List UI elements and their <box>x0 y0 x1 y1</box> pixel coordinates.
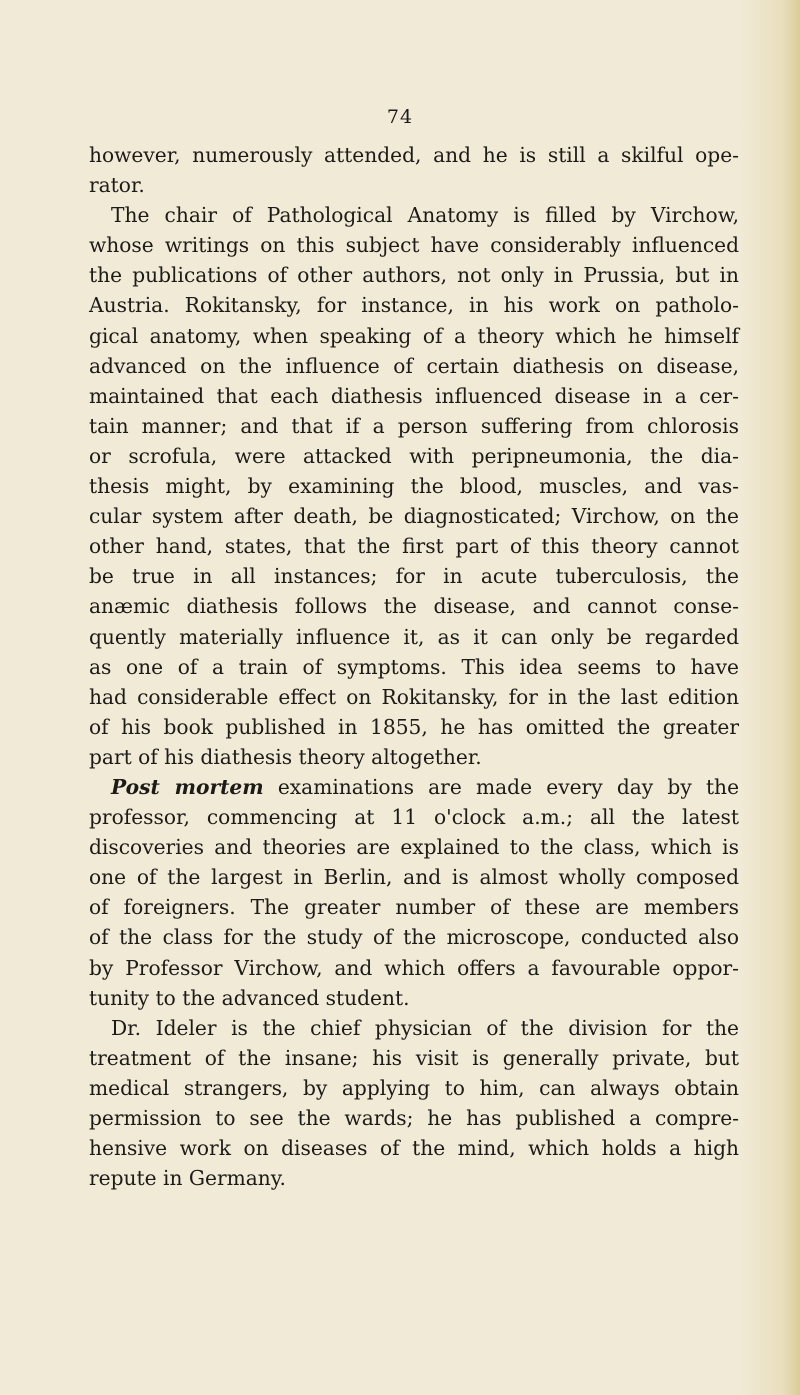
line-text: advanced on the influence of certain diathesis on disease, <box>89 353 739 378</box>
text-line <box>89 591 739 621</box>
text-line <box>89 862 739 892</box>
line-text: one of the largest in Berlin, and is almost wholly composed <box>89 865 739 890</box>
line-text: tain manner; and that if a person suffering from chlorosis <box>89 413 739 438</box>
text-line <box>89 772 739 802</box>
line-text: rator. <box>89 173 145 198</box>
line-text: however, numerously attended, and he is still a skilful ope- <box>89 143 739 167</box>
page-number: 74 <box>386 106 414 128</box>
text-line <box>89 712 739 742</box>
line-text: discoveries and theories are explained to the class, which is <box>89 835 739 860</box>
line-text: or scrofula, were attacked with peripneumonia, the dia- <box>89 443 739 468</box>
line-text: of foreigners. The greater number of these are members <box>89 895 739 920</box>
text-line <box>89 742 739 772</box>
text-line <box>89 140 739 170</box>
line-text: anæmic diathesis follows the disease, and cannot conse- <box>89 594 739 619</box>
line-text: tunity to the advanced student. <box>89 985 410 1010</box>
italic-phrase: Post mortem <box>111 774 264 799</box>
text-line <box>89 501 739 531</box>
text-line <box>89 321 739 351</box>
line-text: permission to see the wards; he has published a compre- <box>89 1106 739 1130</box>
line-text: other hand, states, that the first part of this theory cannot <box>89 534 739 559</box>
line-text: Dr. Ideler is the chief physician of the division for the <box>111 1015 739 1040</box>
text-line <box>89 200 739 230</box>
line-text: repute in Germany. <box>89 1166 286 1191</box>
text-line <box>89 1133 739 1163</box>
text-line <box>89 381 739 411</box>
text-line <box>89 1013 739 1043</box>
text-line <box>89 953 739 983</box>
text-line <box>89 983 739 1013</box>
line-text: Austria. Rokitansky, for instance, in his work on patholo- <box>89 293 739 318</box>
line-text: professor, commencing at 11 o'clock a.m.; all the latest <box>89 805 739 830</box>
line-text: quently materially influence it, as it can only be regarded <box>89 624 739 649</box>
page-edge-shadow <box>740 0 800 1395</box>
text-line <box>89 351 739 381</box>
text-line <box>89 561 739 591</box>
text-line <box>89 1043 739 1073</box>
text-line <box>89 170 739 200</box>
line-text: part of his diathesis theory altogether. <box>89 744 482 769</box>
text-line <box>89 471 739 501</box>
text-line <box>89 290 739 320</box>
text-line <box>89 652 739 682</box>
body-text <box>89 140 739 1193</box>
text-line <box>89 260 739 290</box>
text-line <box>89 892 739 922</box>
line-text: by Professor Virchow, and which offers a favourable oppor- <box>89 955 739 980</box>
text-line <box>89 1163 739 1193</box>
line-text: be true in all instances; for in acute tuberculosis, the <box>89 564 739 589</box>
line-text: treatment of the insane; his visit is generally private, but <box>89 1045 739 1070</box>
line-text: hensive work on diseases of the mind, which holds a high <box>89 1136 739 1161</box>
text-line <box>89 411 739 441</box>
line-text: examinations are made every day by the <box>263 774 740 799</box>
line-text: had considerable effect on Rokitansky, for in the last edition <box>89 684 739 709</box>
text-line <box>89 1103 739 1133</box>
line-text: as one of a train of symptoms. This idea seems to have <box>89 654 739 679</box>
line-text: gical anatomy, when speaking of a theory which he himself <box>89 323 739 348</box>
text-line <box>89 682 739 712</box>
text-line <box>89 441 739 471</box>
line-text: whose writings on this subject have considerably influenced <box>89 233 739 258</box>
line-text: The chair of Pathological Anatomy is filled by Virchow, <box>111 203 739 228</box>
text-line <box>89 802 739 832</box>
text-line <box>89 1073 739 1103</box>
line-text: maintained that each diathesis influenced disease in a cer- <box>89 383 739 408</box>
line-text: cular system after death, be diagnosticated; Virchow, on the <box>89 504 739 529</box>
text-line <box>89 832 739 862</box>
text-line <box>89 230 739 260</box>
line-text: of his book published in 1855, he has omitted the greater <box>89 714 739 739</box>
line-text: the publications of other authors, not only in Prussia, but in <box>89 263 739 288</box>
text-line <box>89 922 739 952</box>
line-text: of the class for the study of the microscope, conducted also <box>89 925 739 950</box>
text-line <box>89 531 739 561</box>
text-line <box>89 622 739 652</box>
line-text: medical strangers, by applying to him, can always obtain <box>89 1075 739 1100</box>
line-text: thesis might, by examining the blood, muscles, and vas- <box>89 474 739 499</box>
